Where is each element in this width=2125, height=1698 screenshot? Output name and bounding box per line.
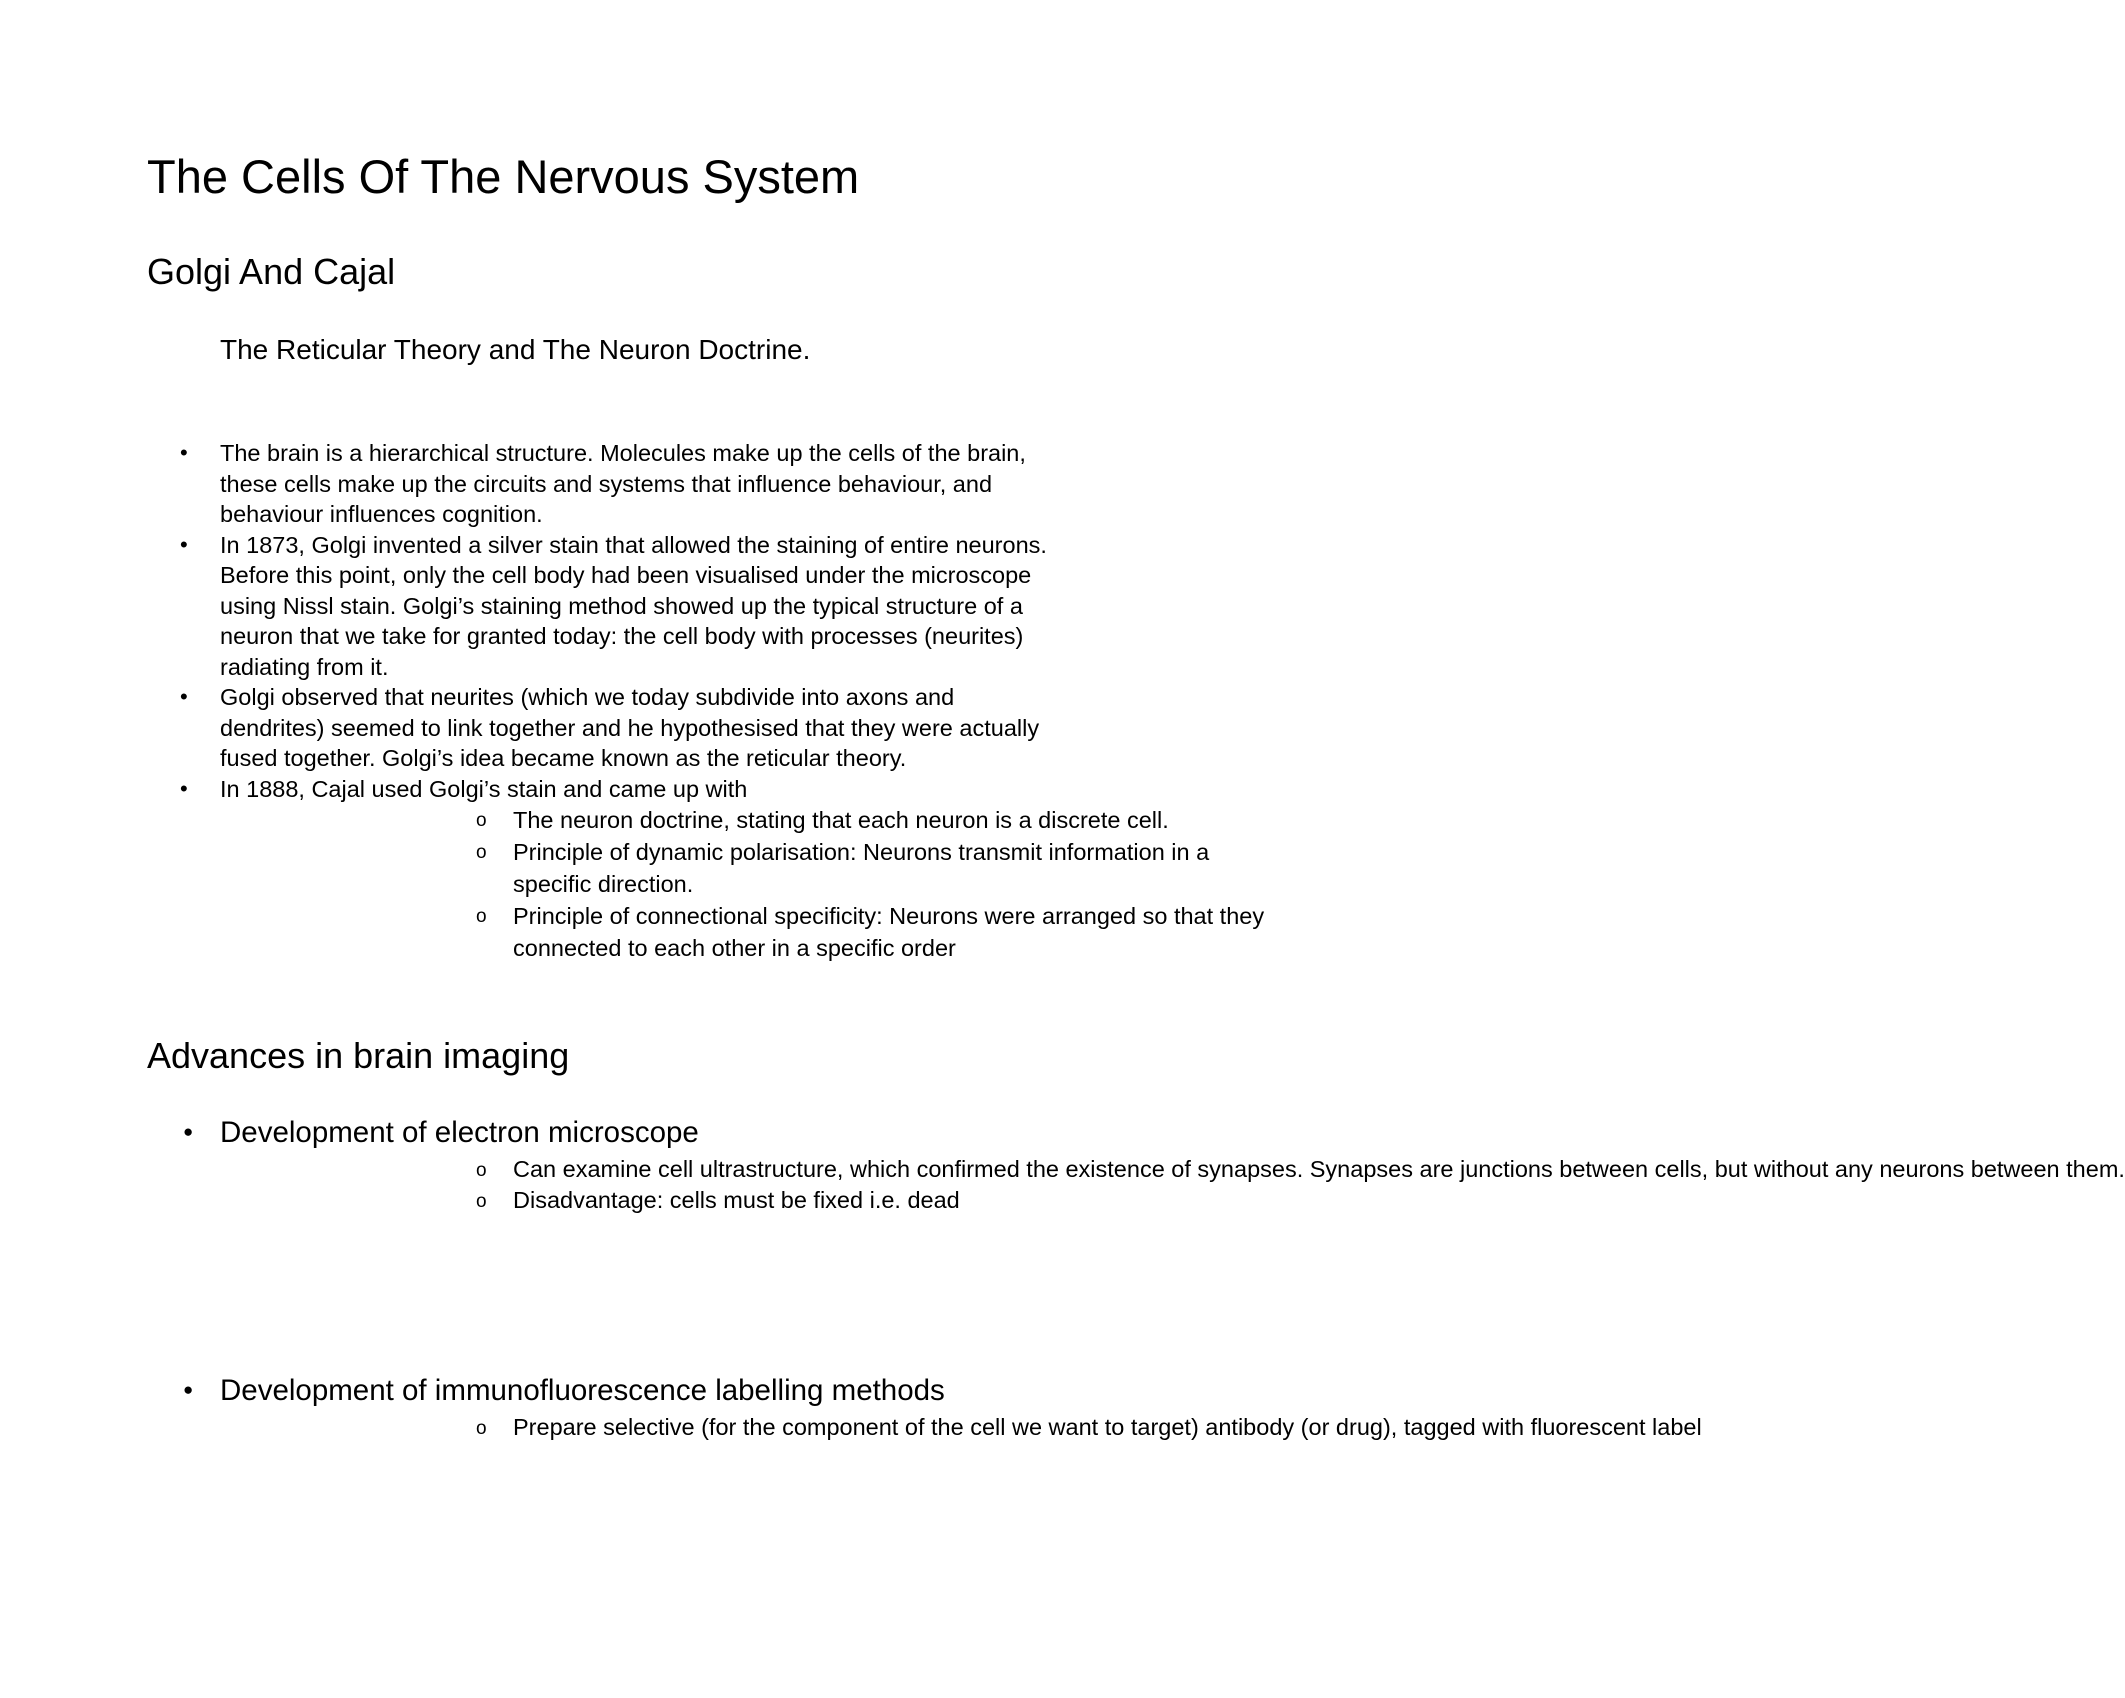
- immunofluorescence-list: [0, 1372, 1702, 1443]
- golgi-cajal-bullet-list: [0, 438, 1265, 964]
- sub-list-item-text: Can examine cell ultrastructure, which confirmed the existence of synapses. Synapses are junctions between cells, but without any neurons between them.: [513, 1156, 2125, 1182]
- sub-list-item: [220, 804, 1273, 836]
- sub-list-item-text: Principle of connectional specificity: Neurons were arranged so that they connected to each other in a specific order: [513, 903, 1265, 961]
- list-item-text: Development of electron microscope: [220, 1116, 699, 1149]
- list-item-text: The brain is a hierarchical structure. Molecules make up the cells of the brain, these cells make up the circuits and systems that influence behaviour, and behaviour influences cognition.: [220, 440, 1026, 527]
- sub-list-item: [220, 1154, 2125, 1185]
- sub-list-item: [220, 1185, 1273, 1216]
- list-item: [0, 1372, 1702, 1443]
- list-item: [0, 438, 1060, 530]
- list-item: [0, 530, 1060, 683]
- immunofluorescence-sub-list: [220, 1412, 1702, 1443]
- section-subheading: The Reticular Theory and The Neuron Doctrine.: [220, 334, 811, 365]
- list-item: [0, 682, 1060, 774]
- sub-list-item: [220, 1412, 1702, 1443]
- electron-microscope-sub-list: [220, 1154, 2125, 1216]
- sub-list-item-text: Prepare selective (for the component of the cell we want to target) antibody (or drug), tagged with fluorescent label: [513, 1414, 1702, 1440]
- list-item-text: Development of immunofluorescence labelling methods: [220, 1374, 945, 1407]
- document-title: The Cells Of The Nervous System: [147, 150, 860, 203]
- list-item: [0, 1114, 2125, 1216]
- sub-list-item-text: Disadvantage: cells must be fixed i.e. dead: [513, 1187, 960, 1213]
- cajal-sub-list: [220, 804, 1265, 964]
- list-item: [0, 774, 1265, 965]
- list-item-text: Golgi observed that neurites (which we today subdivide into axons and dendrites) seemed to link together and he hypothesised that they were actually fused together. Golgi’s idea became known as the reticular theory.: [220, 684, 1040, 771]
- sub-list-item-text: Principle of dynamic polarisation: Neurons transmit information in a specific direction.: [513, 839, 1210, 897]
- section-heading-golgi-and-cajal: Golgi And Cajal: [147, 251, 396, 292]
- section-heading-advances-in-brain-imaging: Advances in brain imaging: [147, 1035, 570, 1076]
- list-item-text: In 1873, Golgi invented a silver stain that allowed the staining of entire neurons. Before this point, only the cell body had been visualised under the microscope using Nissl stain. Golgi’s staining method showed up the typical structure of a neuron that we take for granted today: the cell body with processes (neurites) radiating from it.: [220, 531, 1047, 680]
- electron-microscope-list: [0, 1114, 2125, 1216]
- sub-list-item-text: The neuron doctrine, stating that each neuron is a discrete cell.: [513, 807, 1169, 833]
- sub-list-item: [220, 900, 1273, 964]
- list-item-text: In 1888, Cajal used Golgi’s stain and came up with: [220, 775, 748, 802]
- sub-list-item: [220, 836, 1273, 900]
